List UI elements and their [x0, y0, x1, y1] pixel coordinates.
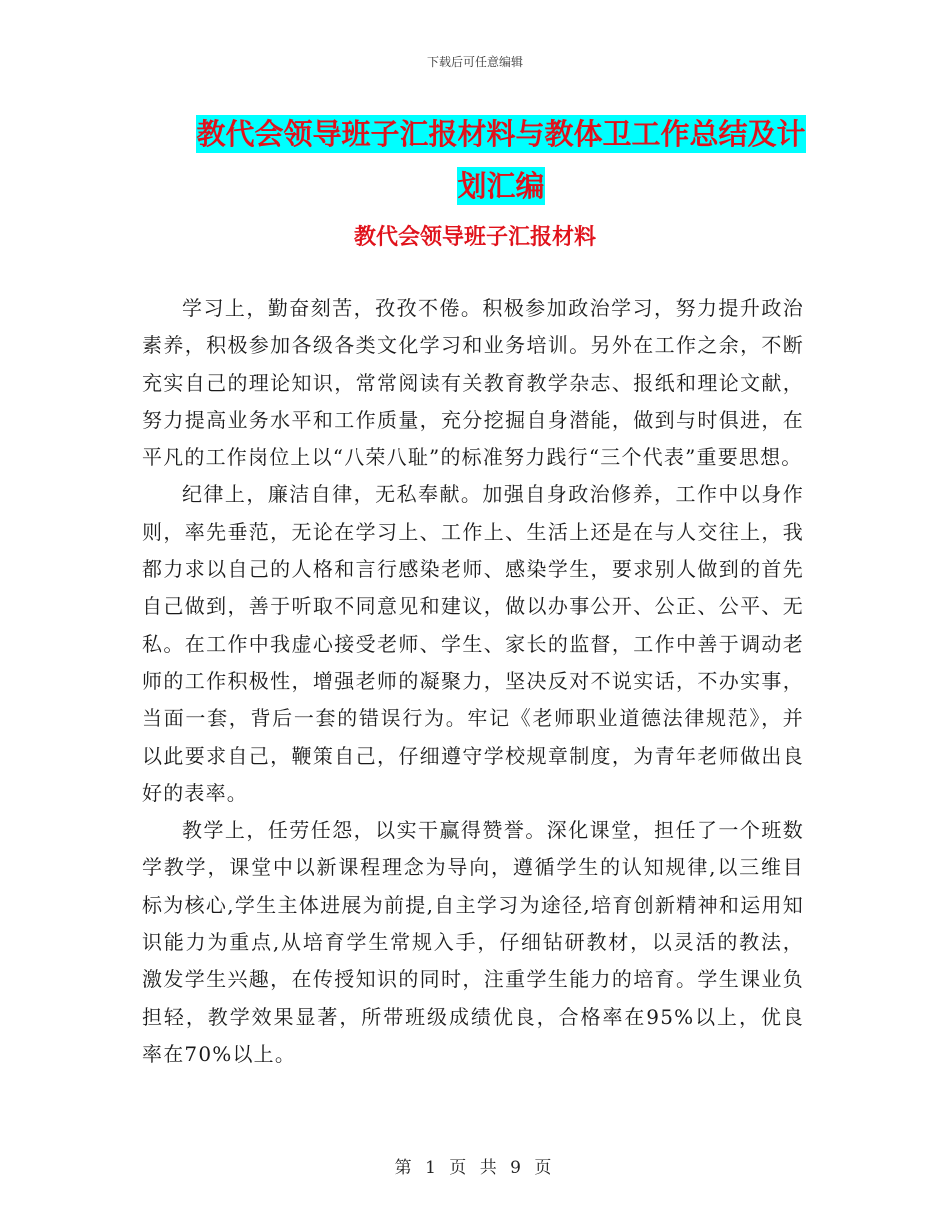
- body-text: [142, 290, 804, 1073]
- header-note: 下载后可任意编辑: [426, 55, 523, 69]
- section-title: 教代会领导班子汇报材料: [353, 225, 596, 250]
- paragraph-teaching: 教学上，任劳任怨，以实干赢得赞誉。深化课堂，担任了一个班数学教学，课堂中以新课程理念为导向，遵循学生的认知规律,以三维目标为核心,学生主体进展为前提,自主学习为途径,培育创新精神和运用知识能力为重点,从培育学生常规入手，仔细钻研教材，以灵活的教法，激发学生兴趣，在传授知识的同时，注重学生能力的培育。学生课业负担轻，教学效果显著，所带班级成绩优良，合格率在95%以上，优良率在70%以上。: [142, 818, 804, 1066]
- paragraph-discipline: 纪律上，廉洁自律，无私奉献。加强自身政治修养，工作中以身作则，率先垂范，无论在学习上、工作上、生活上还是在与人交往上，我都力求以自己的人格和言行感染老师、感染学生，要求别人做到的首先自己做到，善于听取不同意见和建议，做以办事公开、公正、公平、无私。在工作中我虚心接受老师、学生、家长的监督，工作中善于调动老师的工作积极性，增强老师的凝聚力，坚决反对不说实话，不办实事，当面一套，背后一套的错误行为。牢记《老师职业道德法律规范》，并以此要求自己，鞭策自己，仔细遵守学校规章制度，为青年老师做出良好的表率。: [142, 482, 804, 805]
- document-title-text: 教代会领导班子汇报材料与教体卫工作总结及计划汇编: [196, 117, 806, 203]
- paragraph-study: 学习上，勤奋刻苦，孜孜不倦。积极参加政治学习，努力提升政治素养，积极参加各级各类文化学习和业务培训。另外在工作之余，不断充实自己的理论知识，常常阅读有关教育教学杂志、报纸和理论文献，努力提高业务水平和工作质量，充分挖掘自身潜能，做到与时俱进，在平凡的工作岗位上以“八荣八耻”的标准努力践行“三个代表”重要思想。: [142, 296, 804, 470]
- document-title: [190, 108, 812, 212]
- page-footer: 第 1 页 共 9 页: [394, 1158, 556, 1178]
